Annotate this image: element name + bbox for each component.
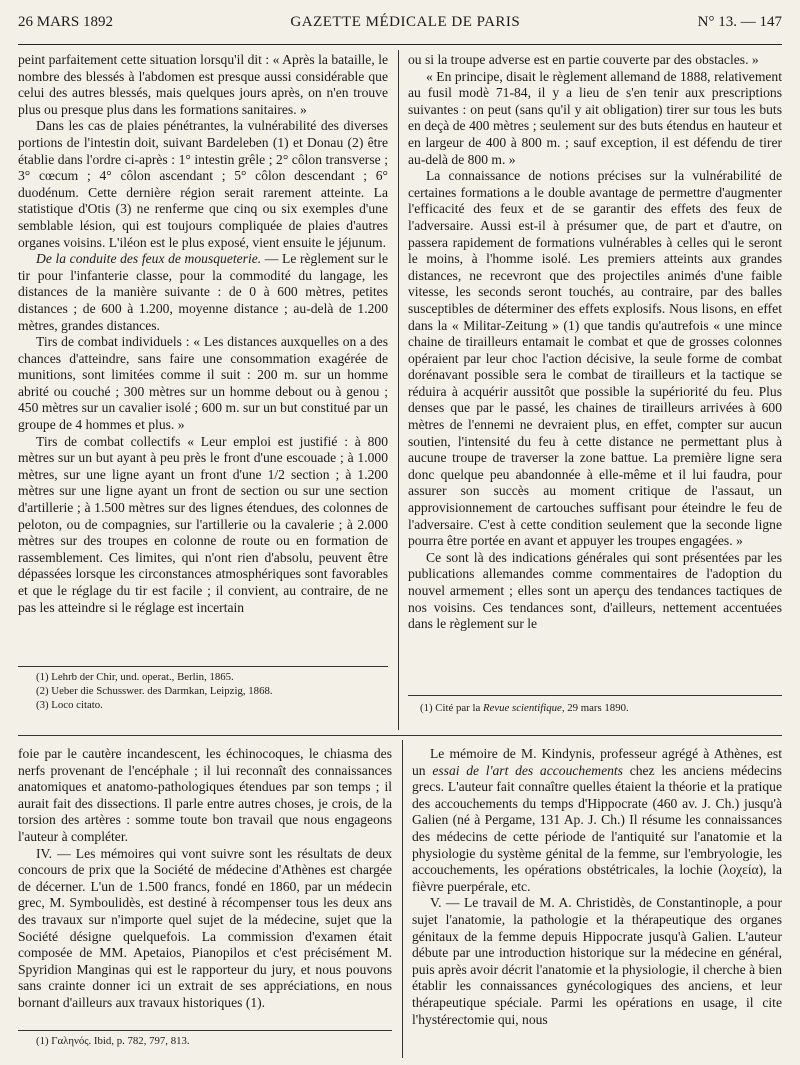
bottom-left-column: [18, 746, 392, 1028]
footnote: (1) Γαληνός. Ibid, p. 782, 797, 813.: [36, 1035, 190, 1047]
paragraph: Le mémoire de M. Kindynis, professeur agrégé à Athènes, est un essai de l'art des accouchements chez les anciens médecins grecs. L'auteur fait connaître quelles étaient la théorie et la pratique des accouchements du temps d'Hippocrate (460 av. J. Ch.) jusqu'à Galien (né à Pergame, 131 Ap. J. Ch.) Il résume les connaissances des médecins de cette période de l'antiquité sur l'anatomie et la physiologie du système génital de la femme, sur l'embryologie, les accouchements, les opérations obstétricales, la lochie (λοχεία), la fièvre puerpérale, etc.: [412, 746, 782, 894]
paragraph: « En principe, disait le règlement allemand de 1888, relativement au fusil modè 71-84, il y a lieu de s'en tenir aux prescriptions suivantes : on peut (sans qu'il y ait obligation) tirer sur tous les buts en deçà de 400 mètres ; seulement sur des buts étendus en hauteur et en largeur de 400 à 800 m. ; sauf exception, il est défendu de tirer au-delà de 800 m. »: [408, 68, 782, 167]
paragraph: peint parfaitement cette situation lorsqu'il dit : « Après la bataille, le nombre des blessés à l'abdomen est presque aussi considérable que celui des autres blessés, mais quelques jours après, on n'en trouve plus ou presque plus dans les formations sanitaires. »: [18, 52, 388, 117]
header-page-number: N° 13. — 147: [697, 14, 782, 30]
footnote: (1) Lehrb der Chir, und. operat., Berlin, 1865.: [36, 671, 234, 683]
paragraph: IV. — Les mémoires qui vont suivre sont les résultats de deux concours de prix que la Société de médecine d'Athènes est chargée de décerner. L'un de 1.500 francs, fondé en 1860, par un médecin grec, M. Symboulidès, est destiné à récompenser tous les deux ans des travaux sur n'importe quel sujet de la médecine, sujet que la Société désigne quelquefois. La commission d'examen était composée de MM. Apetaios, Pianopilos et c'est précisément M. Spyridion Manginas qui est le rapporteur du jury, et nous pouvons sans crainte donner ici un extrait de ses appréciations, en nous bornant d'ailleurs aux travaux historiques (1).: [18, 845, 392, 1010]
column-rule: [398, 50, 399, 730]
footnote-divider: [18, 666, 388, 667]
paragraph: Ce sont là des indications générales qui sont présentées par les publications allemandes comme commentaires de l'adoption du nouvel armement ; elles sont un aperçu des tendances tactiques de nos voisins. Ces tendances sont, d'ailleurs, nettement accentuées dans le règlement sur le: [408, 549, 782, 632]
paragraph: ou si la troupe adverse est en partie couverte par des obstacles. »: [408, 52, 759, 67]
page-header: [18, 14, 782, 45]
footnote: (2) Ueber die Schusswer. des Darmkan, Leipzig, 1868.: [36, 685, 273, 697]
book-title: essai de l'art des accouchements: [432, 762, 623, 778]
paragraph: Dans les cas de plaies pénétrantes, la vulnérabilité des diverses portions de l'intestin doit, suivant Bardeleben (1) et Donau (2) être établie dans l'ordre ci-après : 1° intestin grêle ; 2° côlon transverse ; 3° cœcum ; 4° côlon ascendant ; 5° côlon descendant ; 6° duodénum. Cette dernière région serait rarement atteinte. La statistique d'Otis (3) ne renferme que cinq ou six exemples d'une semblable lésion, qui est toujours compliquée de plaies d'autres organes voisins. L'iléon est le plus exposé, vient ensuite le jéjunum.: [18, 118, 388, 250]
footnote-divider: [408, 695, 782, 696]
paragraph: foie par le cautère incandescent, les échinocoques, le chiasma des nerfs provenant de l'encéphale ; il lui reconnaît des connaissances anatomiques et anatomo-pathologiques étendues par son temps ; il aurait fait des dissections. Il parle entre autres choses, je crois, de la torsion des artères : somme toute bon travail que nous engageons l'auteur à compléter.: [18, 746, 392, 844]
bottom-right-column: [412, 746, 782, 1062]
paragraph: La connaissance de notions précises sur la vulnérabilité de certaines formations a le double avantage de permettre d'augmenter l'efficacité des feux et de se garantir des effets des feux de l'adversaire. Aussi est-il à présumer que, de part et d'autre, on passera rapidement de formations vulnérables à celles qui le seront le moins, à l'homme isolé. Les premiers atteints aux grandes distances, ne recevront que des projectiles animés d'une faible vitesse, les seconds seront touchés, au contraire, par des balles susceptibles de déterminer des effets explosifs. Nous lisons, en effet dans la « Militar-Zeitung » (1) que tandis qu'autrefois « une mince chaine de tirailleurs entamait le combat et que de grosses colonnes opéraient par leur choc l'action décisive, la seule forme de combat dorénavant possible sera le combat de tirailleurs et la tactique se réduira à acquérir aussitôt que possible la supériorité du feu. Plus denses que par le passé, les chaines de tirailleurs arrivées à 600 mètres de l'ennemi ne devraient plus, en effet, compter sur aucun soutien, l'intensité du feu à cette distance ne permettant plus à aucune troupe de traverser la zone battue. La première ligne sera donc quelque peu abandonnée à elle-même et il lui faudra, pour assurer son succès au moment critique de l'assaut, un approvisionnement de cartouches suffisant pour éteindre le feu de l'adversaire. C'est à cette condition seulement que la seconde ligne pourra être portée en avant et appuyer les troupes engagées. »: [408, 168, 782, 549]
paragraph: V. — Le travail de M. A. Christidès, de Constantinople, a pour sujet l'anatomie, la pathologie et la thérapeutique des organes génitaux de la femme depuis Hippocrate jusqu'à Galien. L'auteur débute par une introduction historique sur la médecine en général, puis après avoir décrit l'anatomie et la physiologie, il cherche à bien établir les connaissances gynécologiques des anciens, et leur thérapeutique spéciale. Parmi les opérations en usage, il cite l'hystérectomie qui, nous: [412, 895, 782, 1027]
paragraph: Tirs de combat collectifs « Leur emploi est justifié : à 800 mètres sur un but ayant à peu près le front d'une escouade ; à 1.000 mètres, sur une ligne ayant un front d'une 1/2 section ; à 1.200 mètres sur une ligne ayant un front de section ou sur une section d'artillerie ; à 1.500 mètres sur des lignes étendues, des colonnes de peloton, ou de compagnies, sur l'artillerie ou la cavalerie ; à 2.000 mètres sur des troupes en colonne de route ou en formation de rassemblement. Ces limites, qui n'ont rien d'absolu, peuvent être dépassées lorsque les circonstances atmosphériques sont favorables et que le réglage du tir est facile ; il convient, au contraire, de ne pas les atteindre si le réglage est incertain: [18, 433, 388, 615]
top-left-footnotes: [36, 670, 388, 712]
footnote-divider: [18, 1030, 392, 1031]
top-left-column: [18, 52, 388, 664]
journal-title: GAZETTE MÉDICALE DE PARIS: [290, 14, 521, 30]
section-heading: De la conduite des feux de mousqueterie.: [36, 251, 262, 267]
header-date: 26 MARS 1892: [18, 14, 114, 30]
top-right-footnote: [420, 701, 782, 715]
top-right-column: [408, 52, 782, 688]
paragraph: [18, 251, 388, 334]
paragraph: Tirs de combat individuels : « Les distances auxquelles on a des chances d'atteindre, sans faire une consommation exagérée de munitions, sont limitées comme il suit : 200 m. sur un homme abrité ou couché ; 300 mètres sur un homme debout ou à genou ; 450 mètres sur un cavalier isolé ; 600 m. sur un but constitué par un groupe de 4 hommes et plus. »: [18, 334, 388, 433]
bottom-left-footnote: [36, 1034, 392, 1048]
footnote: (1) Cité par la Revue scientifique, 29 mars 1890.: [420, 702, 629, 714]
footnote: (3) Loco citato.: [36, 699, 103, 711]
column-rule: [402, 740, 403, 1058]
paragraph-text: — Le règlement sur le tir pour l'infanterie classe, pour la commodité du langage, les distances de la manière suivante : de 0 à 600 mètres, petites distances ; de 600 à 1.200, moyenne distance ; au-delà de 1.200 mètres, grandes distances.: [18, 251, 388, 333]
section-divider: [18, 735, 782, 736]
